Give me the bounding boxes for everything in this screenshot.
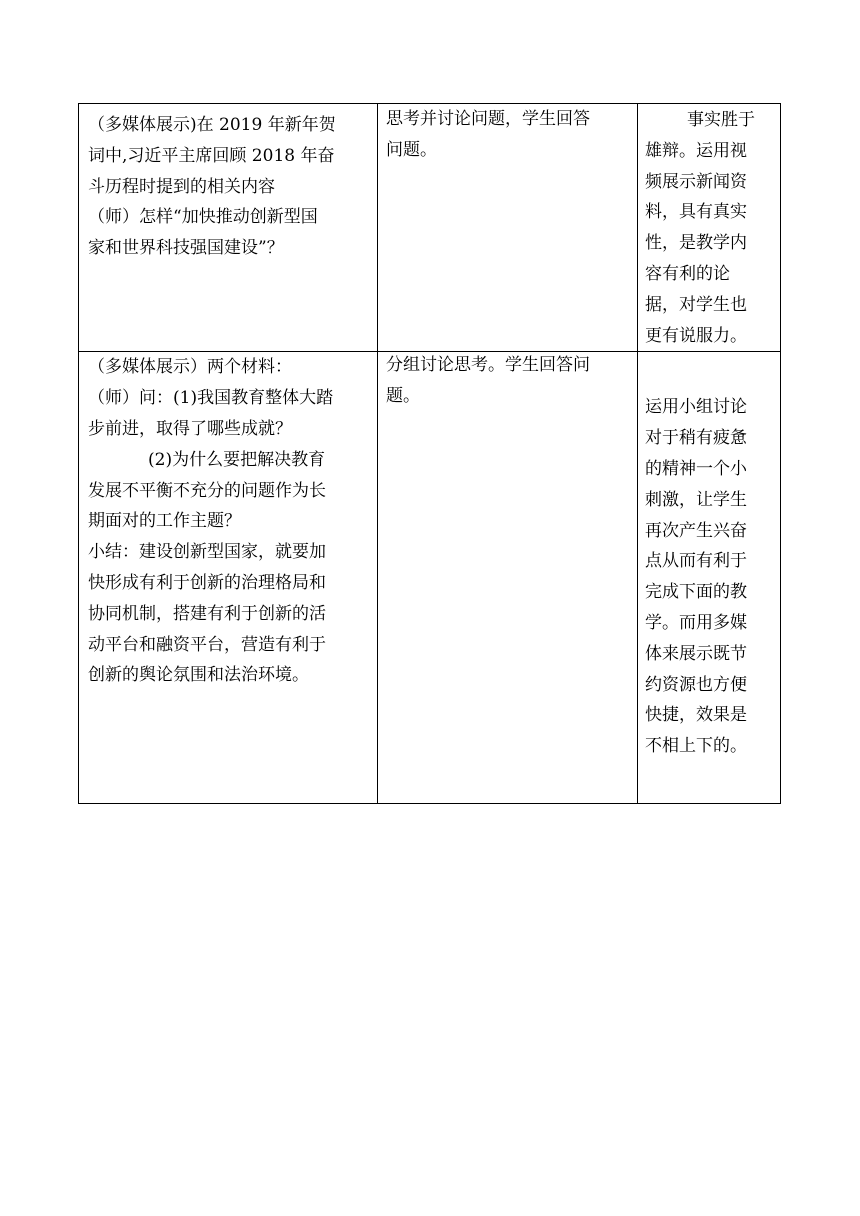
text-line: 动平台和融资平台，营造有利于 [88, 634, 326, 655]
design-intent-cell [638, 104, 781, 352]
text-line: （师）怎样“加快推动创新型国 [88, 207, 318, 228]
student-activity-cell [378, 104, 638, 352]
text-line: （多媒体展示）两个材料： [88, 357, 292, 378]
text-line: 更有说服力。 [645, 325, 747, 346]
text-line: 思考并讨论问题，学生回答 [386, 109, 590, 129]
text-line: 运用小组讨论 [645, 397, 747, 418]
text-line: (2)为什么要把解决教育 [148, 449, 326, 470]
teacher-activity-cell [79, 352, 378, 804]
text-line: 约资源也方便 [645, 674, 747, 695]
text-line: 发展不平衡不充分的问题作为长 [88, 480, 326, 501]
text-line: 词中,习近平主席回顾 2018 年奋 [88, 145, 335, 166]
text-line: 学。而用多媒 [645, 612, 747, 633]
text-line: 创新的舆论氛围和法治环境。 [88, 665, 309, 686]
text-line: 快捷，效果是 [645, 705, 747, 726]
teacher-activity-cell [79, 104, 378, 352]
text-line: （多媒体展示)在 2019 年新年贺 [88, 115, 336, 135]
lesson-plan-table [78, 103, 781, 804]
text-line: 题。 [386, 386, 420, 407]
text-line: 体来展示既节 [645, 643, 747, 664]
text-line: 再次产生兴奋 [645, 520, 747, 541]
text-line: 步前进，取得了哪些成就？ [88, 418, 292, 439]
text-line: 家和世界科技强国建设”？ [88, 238, 284, 259]
text-line: 小结：建设创新型国家，就要加 [88, 542, 326, 563]
design-intent-cell [638, 352, 781, 804]
text-line: 协同机制，搭建有利于创新的活 [88, 603, 326, 624]
text-line: 性，是教学内 [645, 233, 747, 254]
text-line: 对于稍有疲惫 [645, 428, 747, 449]
text-line: 频展示新闻资 [645, 171, 747, 192]
text-line: 快形成有利于创新的治理格局和 [88, 572, 326, 593]
text-line: 料，具有真实 [645, 202, 747, 223]
text-line: 的精神一个小 [645, 458, 747, 479]
text-line: 据，对学生也 [645, 294, 747, 315]
text-line: 问题。 [386, 139, 437, 160]
text-line: 容有利的论 [645, 263, 730, 284]
text-line: 刺激，让学生 [645, 489, 747, 510]
text-line: 事实胜于 [687, 110, 755, 130]
text-line: （师）问：(1)我国教育整体大踏 [88, 388, 334, 409]
table-row [79, 104, 781, 352]
text-line: 不相上下的。 [645, 736, 747, 757]
text-line: 点从而有利于 [645, 551, 747, 572]
text-line: 期面对的工作主题？ [88, 511, 241, 532]
text-line: 分组讨论思考。学生回答问 [386, 355, 590, 376]
table-row [79, 352, 781, 804]
text-line: 雄辩。运用视 [645, 140, 747, 161]
student-activity-cell [378, 352, 638, 804]
text-line: 斗历程时提到的相关内容 [88, 176, 275, 197]
text-line: 完成下面的教 [645, 582, 747, 603]
